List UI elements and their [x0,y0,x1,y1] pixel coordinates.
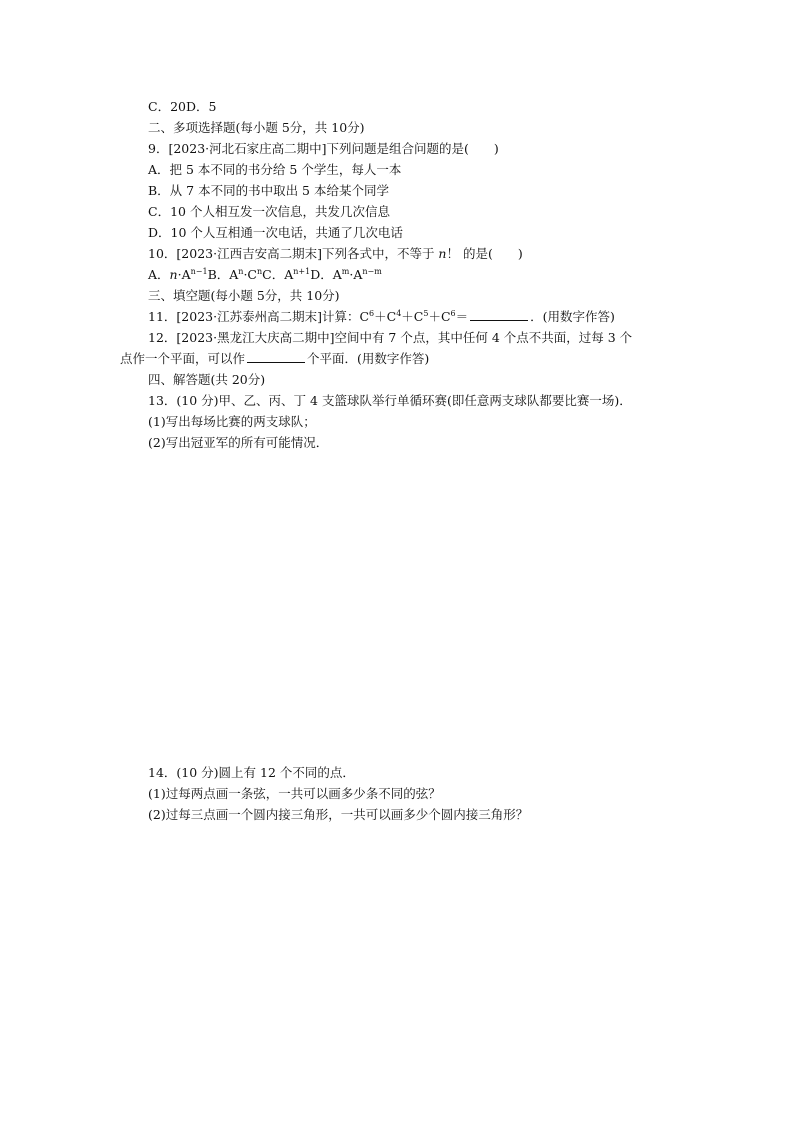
question-9-option-a: A．把 5 本不同的书分给 5 个学生，每人一本 [148,162,402,177]
question-14-part-1: (1)过每两点画一条弦，一共可以画多少条不同的弦？ [148,786,441,801]
option-b-sup: n [238,267,244,276]
question-13: 13．(10 分)甲、乙、丙、丁 4 支篮球队举行单循环赛(即任意两支球队都要比赛一场)． [148,393,632,408]
plus-3: ＋C [428,309,451,324]
question-9-option-c: C．10 个人相互发一次信息，共发几次信息 [148,204,390,219]
plus-1: ＋C [374,309,397,324]
answer-blank-11[interactable] [470,309,528,321]
option-b-sup2: n [256,267,263,276]
section-answer-heading: 四、解答题(共 20分) [148,372,266,387]
option-a-sup: n−1 [190,267,208,276]
option-b-c: ·C [243,267,257,282]
question-11 [148,309,615,325]
plus-2: ＋C [401,309,424,324]
question-10-text-end: ！ 的是( ) [446,246,523,261]
option-a-n: n [169,267,178,282]
section-multiple-choice-heading: 二、多项选择题(每小题 5分，共 10分) [148,120,365,135]
question-9-option-d: D．10 个人互相通一次电话，共通了几次电话 [148,225,403,240]
option-d-sup2: n−m [362,267,382,276]
option-a-a: ·A [177,267,191,282]
sup-2: 4 [396,309,402,318]
equals: ＝ [455,309,469,324]
question-11-text: 11．[2023·江苏泰州高二期末]计算：C [148,309,370,324]
question-12-text-end: 个平面．(用数字作答) [307,351,430,366]
question-10-text: 10．[2023·江西吉安高二期末]下列各式中，不等于 [148,246,439,261]
question-9-option-b: B．从 7 本不同的书中取出 5 本给某个同学 [148,183,389,198]
question-14: 14．(10 分)圆上有 12 个不同的点． [148,765,355,780]
option-d-sup: m [341,267,350,276]
option-d-a: ·A [349,267,363,282]
answer-blank-12[interactable] [247,351,305,363]
q8-options-cd: C．20D．5 [148,99,217,114]
question-9: 9．[2023·河北石家庄高二期中]下列问题是组合问题的是( ) [148,141,499,156]
section-fill-blank-heading: 三、填空题(每小题 5分，共 10分) [148,288,340,303]
question-12-line1: 12．[2023·黑龙江大庆高二期中]空间中有 7 个点，其中任何 4 个点不共面，过每 3 个 [148,330,633,345]
option-c: C．A [262,267,294,282]
question-12-text: 点作一个平面，可以作 [120,351,246,366]
question-12-line2 [120,351,429,367]
option-a-label: A． [148,267,170,282]
question-10-variable-n: n [438,246,447,261]
option-c-sup: n+1 [293,267,311,276]
question-13-part-1: (1)写出每场比赛的两支球队； [148,414,316,429]
question-11-text-end: ．(用数字作答) [530,309,615,324]
question-14-part-2: (2)过每三点画一个圆内接三角形，一共可以画多少个圆内接三角形？ [148,807,529,822]
question-10-options [148,267,382,283]
sup-1: 6 [369,309,375,318]
sup-4: 6 [450,309,456,318]
question-13-part-2: (2)写出冠亚军的所有可能情况． [148,435,329,450]
option-d: D．A [310,267,342,282]
question-10 [148,246,523,262]
option-b: B．A [207,267,239,282]
sup-3: 5 [423,309,429,318]
